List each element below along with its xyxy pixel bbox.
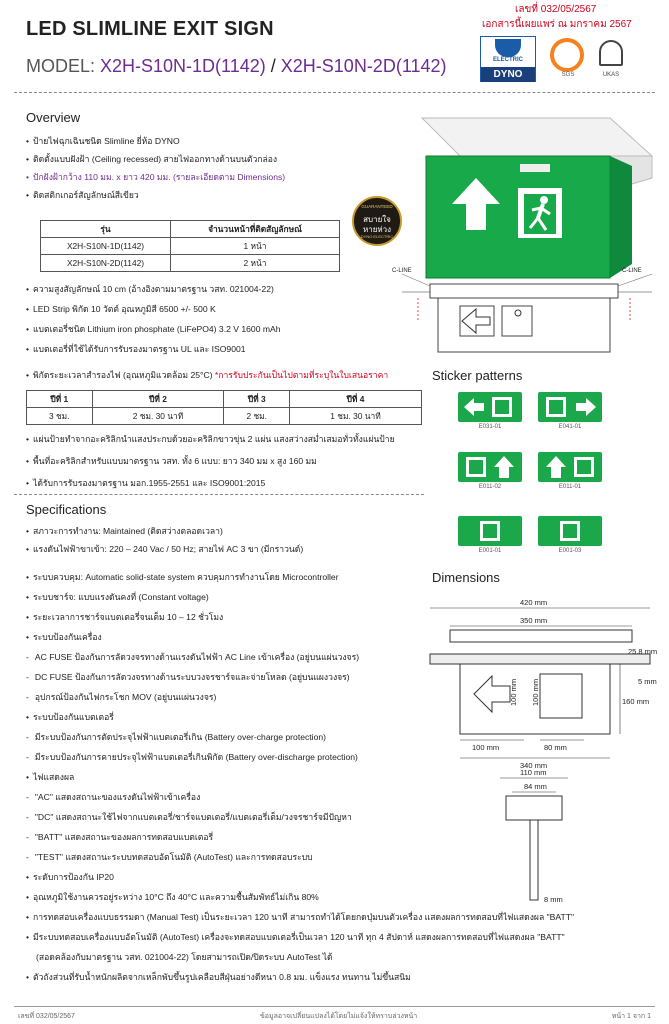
spec-item-text: มีระบบทดสอบเครื่องแบบอัตโนมัติ (AutoTest) เครื่องจะทดสอบแบตเตอรี่เป็นเวลา 120 นาที ทุก 4 สัปดาห์ แสดงผลการทดสอบที่ไฟแสดงผล "BATT" xyxy=(33,932,565,942)
up-arrow-icon xyxy=(546,456,566,478)
page-title: LED SLIMLINE EXIT SIGN xyxy=(26,18,274,40)
table-row xyxy=(27,408,422,425)
overview-item xyxy=(26,304,216,315)
spec-item-text: ระบบชาร์จ: แบบแรงดันคงที่ (Constant voltage) xyxy=(33,592,209,602)
dim-label: 100 mm xyxy=(472,743,500,752)
faces-table xyxy=(40,220,340,272)
spec-item xyxy=(26,932,565,943)
dim-label: 100 mm xyxy=(531,678,540,706)
spec-item-text: ระบบป้องกันแบตเตอรี่ xyxy=(33,712,114,722)
spec-item xyxy=(26,752,358,763)
up-arrow-icon xyxy=(494,456,514,478)
overview-item xyxy=(26,370,388,381)
dim-label: 100 mm xyxy=(509,678,518,706)
install-diagram xyxy=(390,266,660,358)
sticker-code: E011-02 xyxy=(478,484,502,490)
dim-label: 80 mm xyxy=(544,743,567,752)
spec-item-text: "AC" แสดงสถานะของแรงดันไฟฟ้าเข้าเครื่อง xyxy=(34,792,201,802)
spec-item-text: "DC" แสดงสถานะใช้ไฟจากแบตเตอรี่/ชาร์จแบตเตอรี่/แบตเตอรี่เต็ม/วงจรชาร์จมีปัญหา xyxy=(34,812,352,822)
overview-item-text: LED Strip พิกัด 10 วัตต์ อุณหภูมิสี 6500 +/- 500 K xyxy=(33,304,216,314)
badge-line4: DYNO ELECTRIC xyxy=(360,234,394,239)
c-line-left: C-LINE xyxy=(392,268,412,274)
spec-item-text: อุปกรณ์ป้องกันไฟกระโชก MOV (อยู่บนแผ่นวงจร) xyxy=(34,692,217,702)
spec-item-text: มีระบบป้องกันการคายประจุไฟฟ้าแบตเตอรี่เกินพิกัด (Battery over-discharge protection) xyxy=(34,752,358,762)
spec-item-text: DC FUSE ป้องกันการลัดวงจรทางด้านระบบวงจรชาร์จและจ่ายโหลด (อยู่บนแผงวงจร) xyxy=(34,672,350,682)
footer-page: หน้า 1 จาก 1 xyxy=(611,1013,651,1020)
c-line-right: C-LINE xyxy=(622,268,642,274)
spec-item xyxy=(26,544,303,555)
table-header: ปีที่ 2 xyxy=(92,391,224,408)
badge-line2: สบายใจ xyxy=(363,215,391,224)
spec-item xyxy=(26,812,352,823)
overview-item-text: แผ่นป้ายทำจากอะคริลิกนำแสงประกบด้วยอะคริลิกขาวขุ่น 2 แผ่น แสงสว่างสม่ำเสมอทั่วทั้งแผ่นป้าย xyxy=(33,434,395,444)
overview-item xyxy=(26,434,395,445)
dimensions-heading: Dimensions xyxy=(432,570,500,585)
dim-label: 84 mm xyxy=(524,782,547,791)
spec-item xyxy=(26,872,114,883)
spec-item xyxy=(26,672,350,683)
spec-item xyxy=(26,732,326,743)
sticker-e011-01 xyxy=(538,452,602,482)
dim-label: 160 mm xyxy=(622,697,650,706)
ukas-logo xyxy=(594,36,628,82)
table-cell: 2 ชม. 30 นาที xyxy=(92,408,224,425)
overview-item xyxy=(26,190,139,201)
overview-item xyxy=(26,172,285,183)
spec-item xyxy=(26,912,574,923)
sticker-code: E001-01 xyxy=(478,548,502,554)
footer-doc-number: เลขที่ 032/05/2567 xyxy=(18,1013,75,1020)
spec-item-text: (สอดคล้องกับมาตรฐาน วสท. 021004-22) โดยสามารถเปิด/ปิดระบบ AutoTest ได้ xyxy=(36,952,333,962)
spec-item-text: "TEST" แสดงสถานะระบบทดสอบอัตโนมัติ (AutoTest) และการทดสอบระบบ xyxy=(34,852,313,862)
model-separator: / xyxy=(265,56,281,76)
sticker-e011-02 xyxy=(458,452,522,482)
sgs-ring-icon xyxy=(550,38,584,72)
dim-label: 5 mm xyxy=(638,677,657,686)
dim-label: 420 mm xyxy=(520,598,548,607)
sgs-label: SGS xyxy=(561,72,575,78)
spec-item xyxy=(26,772,74,783)
overview-item-text: ป้ายไฟฉุกเฉินชนิด Slimline ยี่ห้อ DYNO xyxy=(33,136,180,146)
dim-label: 340 mm xyxy=(520,761,548,770)
sticker-e031 xyxy=(458,392,522,422)
footer-disclaimer: ข้อมูลอาจเปลี่ยนแปลงได้โดยไม่แจ้งให้ทราบล่วงหน้า xyxy=(260,1013,418,1020)
table-cell: X2H-S10N-1D(1142) xyxy=(41,238,171,255)
guarantee-badge xyxy=(352,196,402,246)
dim-label: 25.8 mm xyxy=(628,647,658,656)
overview-list xyxy=(26,136,426,200)
overview-item xyxy=(26,136,180,147)
dyno-logo-top: ELECTRIC xyxy=(493,57,523,63)
overview-item xyxy=(26,478,265,489)
right-arrow-icon xyxy=(576,398,596,416)
doc-number: เลขที่ 032/05/2567 xyxy=(515,4,597,15)
spec-item xyxy=(26,592,209,603)
spec-item-text: สภาวะการทำงาน: Maintained (ติดสว่างตลอดเวลา) xyxy=(33,526,223,536)
overview-list-2 xyxy=(26,284,446,380)
spec-item-text: อุณหภูมิใช้งานควรอยู่ระหว่าง 10°C ถึง 40°C และความชื้นสัมพัทธ์ไม่เกิน 80% xyxy=(33,892,319,902)
badge-line3: หายห่วง xyxy=(362,225,392,234)
table-header: รุ่น xyxy=(41,221,171,238)
overview-item xyxy=(26,324,281,335)
publish-date: เอกสารนี้เผยแพร่ ณ มกราคม 2567 xyxy=(482,19,632,30)
sticker-code: E001-03 xyxy=(558,548,582,554)
model-1: X2H-S10N-1D(1142) xyxy=(100,56,266,76)
spec-item xyxy=(26,832,213,843)
table-cell: 1 หน้า xyxy=(171,238,340,255)
table-header: จำนวนหน้าที่ติดสัญลักษณ์ xyxy=(171,221,340,238)
spec-item-text: ระดับการป้องกัน IP20 xyxy=(33,872,114,882)
overview-heading: Overview xyxy=(26,110,81,125)
spec-item-text: ระบบป้องกันเครื่อง xyxy=(33,632,102,642)
dim-label: 350 mm xyxy=(520,616,548,625)
spec-item xyxy=(26,792,200,803)
spec-item xyxy=(26,952,333,963)
dim-label: 8 mm xyxy=(544,895,563,904)
table-row xyxy=(41,255,340,272)
spec-item xyxy=(26,612,223,623)
model-2: X2H-S10N-2D(1142) xyxy=(280,56,447,76)
crown-icon xyxy=(599,40,623,66)
overview-list-3 xyxy=(26,434,456,488)
model-label: MODEL: xyxy=(26,56,101,76)
overview-item xyxy=(26,154,277,165)
specifications-heading: Specifications xyxy=(26,502,107,517)
header-divider xyxy=(14,92,655,93)
spec-item-text: "BATT" แสดงสถานะของผลการทดสอบแบตเตอรี่ xyxy=(34,832,214,842)
warranty-note: *การรับประกันเป็นไปตามที่ระบุในใบเสนอราคา xyxy=(214,370,389,380)
overview-item xyxy=(26,456,317,467)
spec-list xyxy=(26,526,656,1006)
sticker-e041 xyxy=(538,392,602,422)
table-row xyxy=(41,238,340,255)
overview-item-text: แบตเตอรี่ที่ใช้ได้รับการรับรองมาตรฐาน UL และ ISO9001 xyxy=(33,344,246,354)
table-header: ปีที่ 4 xyxy=(290,391,422,408)
recess-housing xyxy=(430,284,618,298)
spec-item-text: AC FUSE ป้องกันการลัดวงจรทางด้านแรงดันไฟฟ้า AC Line เข้าเครื่อง (อยู่บนแผ่นวงจร) xyxy=(34,652,360,662)
dyno-logo-bottom: DYNO xyxy=(481,67,535,82)
ceiling-box-icon xyxy=(422,118,652,156)
dyno-logo xyxy=(480,36,536,82)
overview-item-text: ความสูงสัญลักษณ์ 10 cm (อ้างอิงตามมาตรฐาน วสท. 021004-22) xyxy=(33,284,274,294)
spec-item xyxy=(26,712,114,723)
overview-item-text: พิกัดระยะเวลาสำรองไฟ (อุณหภูมิแวดล้อม 25°C) xyxy=(33,370,213,380)
overview-item xyxy=(26,344,246,355)
table-header: ปีที่ 3 xyxy=(224,391,290,408)
overview-item-text: แบตเตอรี่ชนิด Lithium iron phosphate (LiFePO4) 3.2 V 1600 mAh xyxy=(33,324,281,334)
spec-item xyxy=(26,632,102,643)
table-cell: 2 หน้า xyxy=(171,255,340,272)
overview-item-text: ติดตั้งแบบฝังฝ้า (Ceiling recessed) สายไฟออกทางด้านบนตัวกล่อง xyxy=(33,154,278,164)
spec-item xyxy=(26,892,319,903)
spec-divider xyxy=(14,494,424,495)
sticker-code: E031-01 xyxy=(478,424,502,430)
spec-item xyxy=(26,652,359,663)
overview-item-text: พื้นที่อะคริลิกสำหรับแบบมาตรฐาน วสท. ทั้ง 6 แบบ: ยาว 340 มม x สูง 160 มม xyxy=(33,456,317,466)
sticker-heading: Sticker patterns xyxy=(432,368,523,383)
spec-item xyxy=(26,972,411,983)
backup-table xyxy=(26,390,422,425)
table-cell: 3 ชม. xyxy=(27,408,93,425)
spec-item-text: ระยะเวลาการชาร์จแบตเตอรี่จนเต็ม 10 – 12 ชั่วโมง xyxy=(33,612,224,622)
product-photo xyxy=(400,112,662,282)
spec-item xyxy=(26,852,313,863)
left-arrow-icon xyxy=(464,398,484,416)
model-line xyxy=(26,56,447,77)
sticker-code: E041-01 xyxy=(558,424,582,430)
table-header: ปีที่ 1 xyxy=(27,391,93,408)
spec-item-text: แรงดันไฟฟ้าขาเข้า: 220 – 240 Vac / 50 Hz; สายไฟ AC 3 ขา (มีกราวนด์) xyxy=(33,544,304,554)
spec-item-text: ตัวถังส่วนที่รับน้ำหนักผลิตจากเหล็กพับขึ้นรูปเคลือบสีฝุ่นอย่างดีหนา 0.8 มม. แข็งแรง ทนทาน ไม่ขึ้นสนิม xyxy=(33,972,411,982)
table-cell: X2H-S10N-2D(1142) xyxy=(41,255,171,272)
sgs-logo xyxy=(548,36,588,82)
overview-item-text: ปักฝังฝ้ากว้าง 110 มม. x ยาว 420 มม. (รายละเอียดตาม Dimensions) xyxy=(33,172,286,182)
table-cell: 1 ชม. 30 นาที xyxy=(290,408,422,425)
overview-item-text: ได้รับการรับรองมาตรฐาน มอก.1955-2551 และ ISO9001:2015 xyxy=(33,478,266,488)
ukas-label: UKAS xyxy=(602,72,620,78)
shield-icon xyxy=(495,39,521,57)
spec-item-text: การทดสอบเครื่องแบบธรรมดา (Manual Test) เป็นระยะเวลา 120 นาที สามารถทำได้โดยกดปุ่มบนตัวเครื่อง แสดงผลการทดสอบที่ไฟแสดงผล "BATT" xyxy=(33,912,575,922)
spec-item xyxy=(26,526,223,537)
table-cell: 2 ชม. xyxy=(224,408,290,425)
page-footer xyxy=(14,1006,655,1020)
spec-item xyxy=(26,692,216,703)
sticker-code: E011-01 xyxy=(558,484,582,490)
indicator-strip xyxy=(520,164,550,172)
overview-item xyxy=(26,284,274,295)
running-man-icon xyxy=(540,196,548,204)
spec-item-text: ไฟแสดงผล xyxy=(33,772,75,782)
badge-line1: GUARANTEED xyxy=(361,204,393,209)
spec-item-text: ระบบควบคุม: Automatic solid-state system ควบคุมการทำงานโดย Microcontroller xyxy=(33,572,339,582)
spec-item xyxy=(26,572,339,583)
dim-label: 110 mm xyxy=(520,768,547,777)
overview-item-text: ติดสติกเกอร์สัญลักษณ์สีเขียว xyxy=(33,190,139,200)
spec-item-text: มีระบบป้องกันการตัดประจุไฟฟ้าแบตเตอรี่เกิน (Battery over-charge protection) xyxy=(34,732,327,742)
